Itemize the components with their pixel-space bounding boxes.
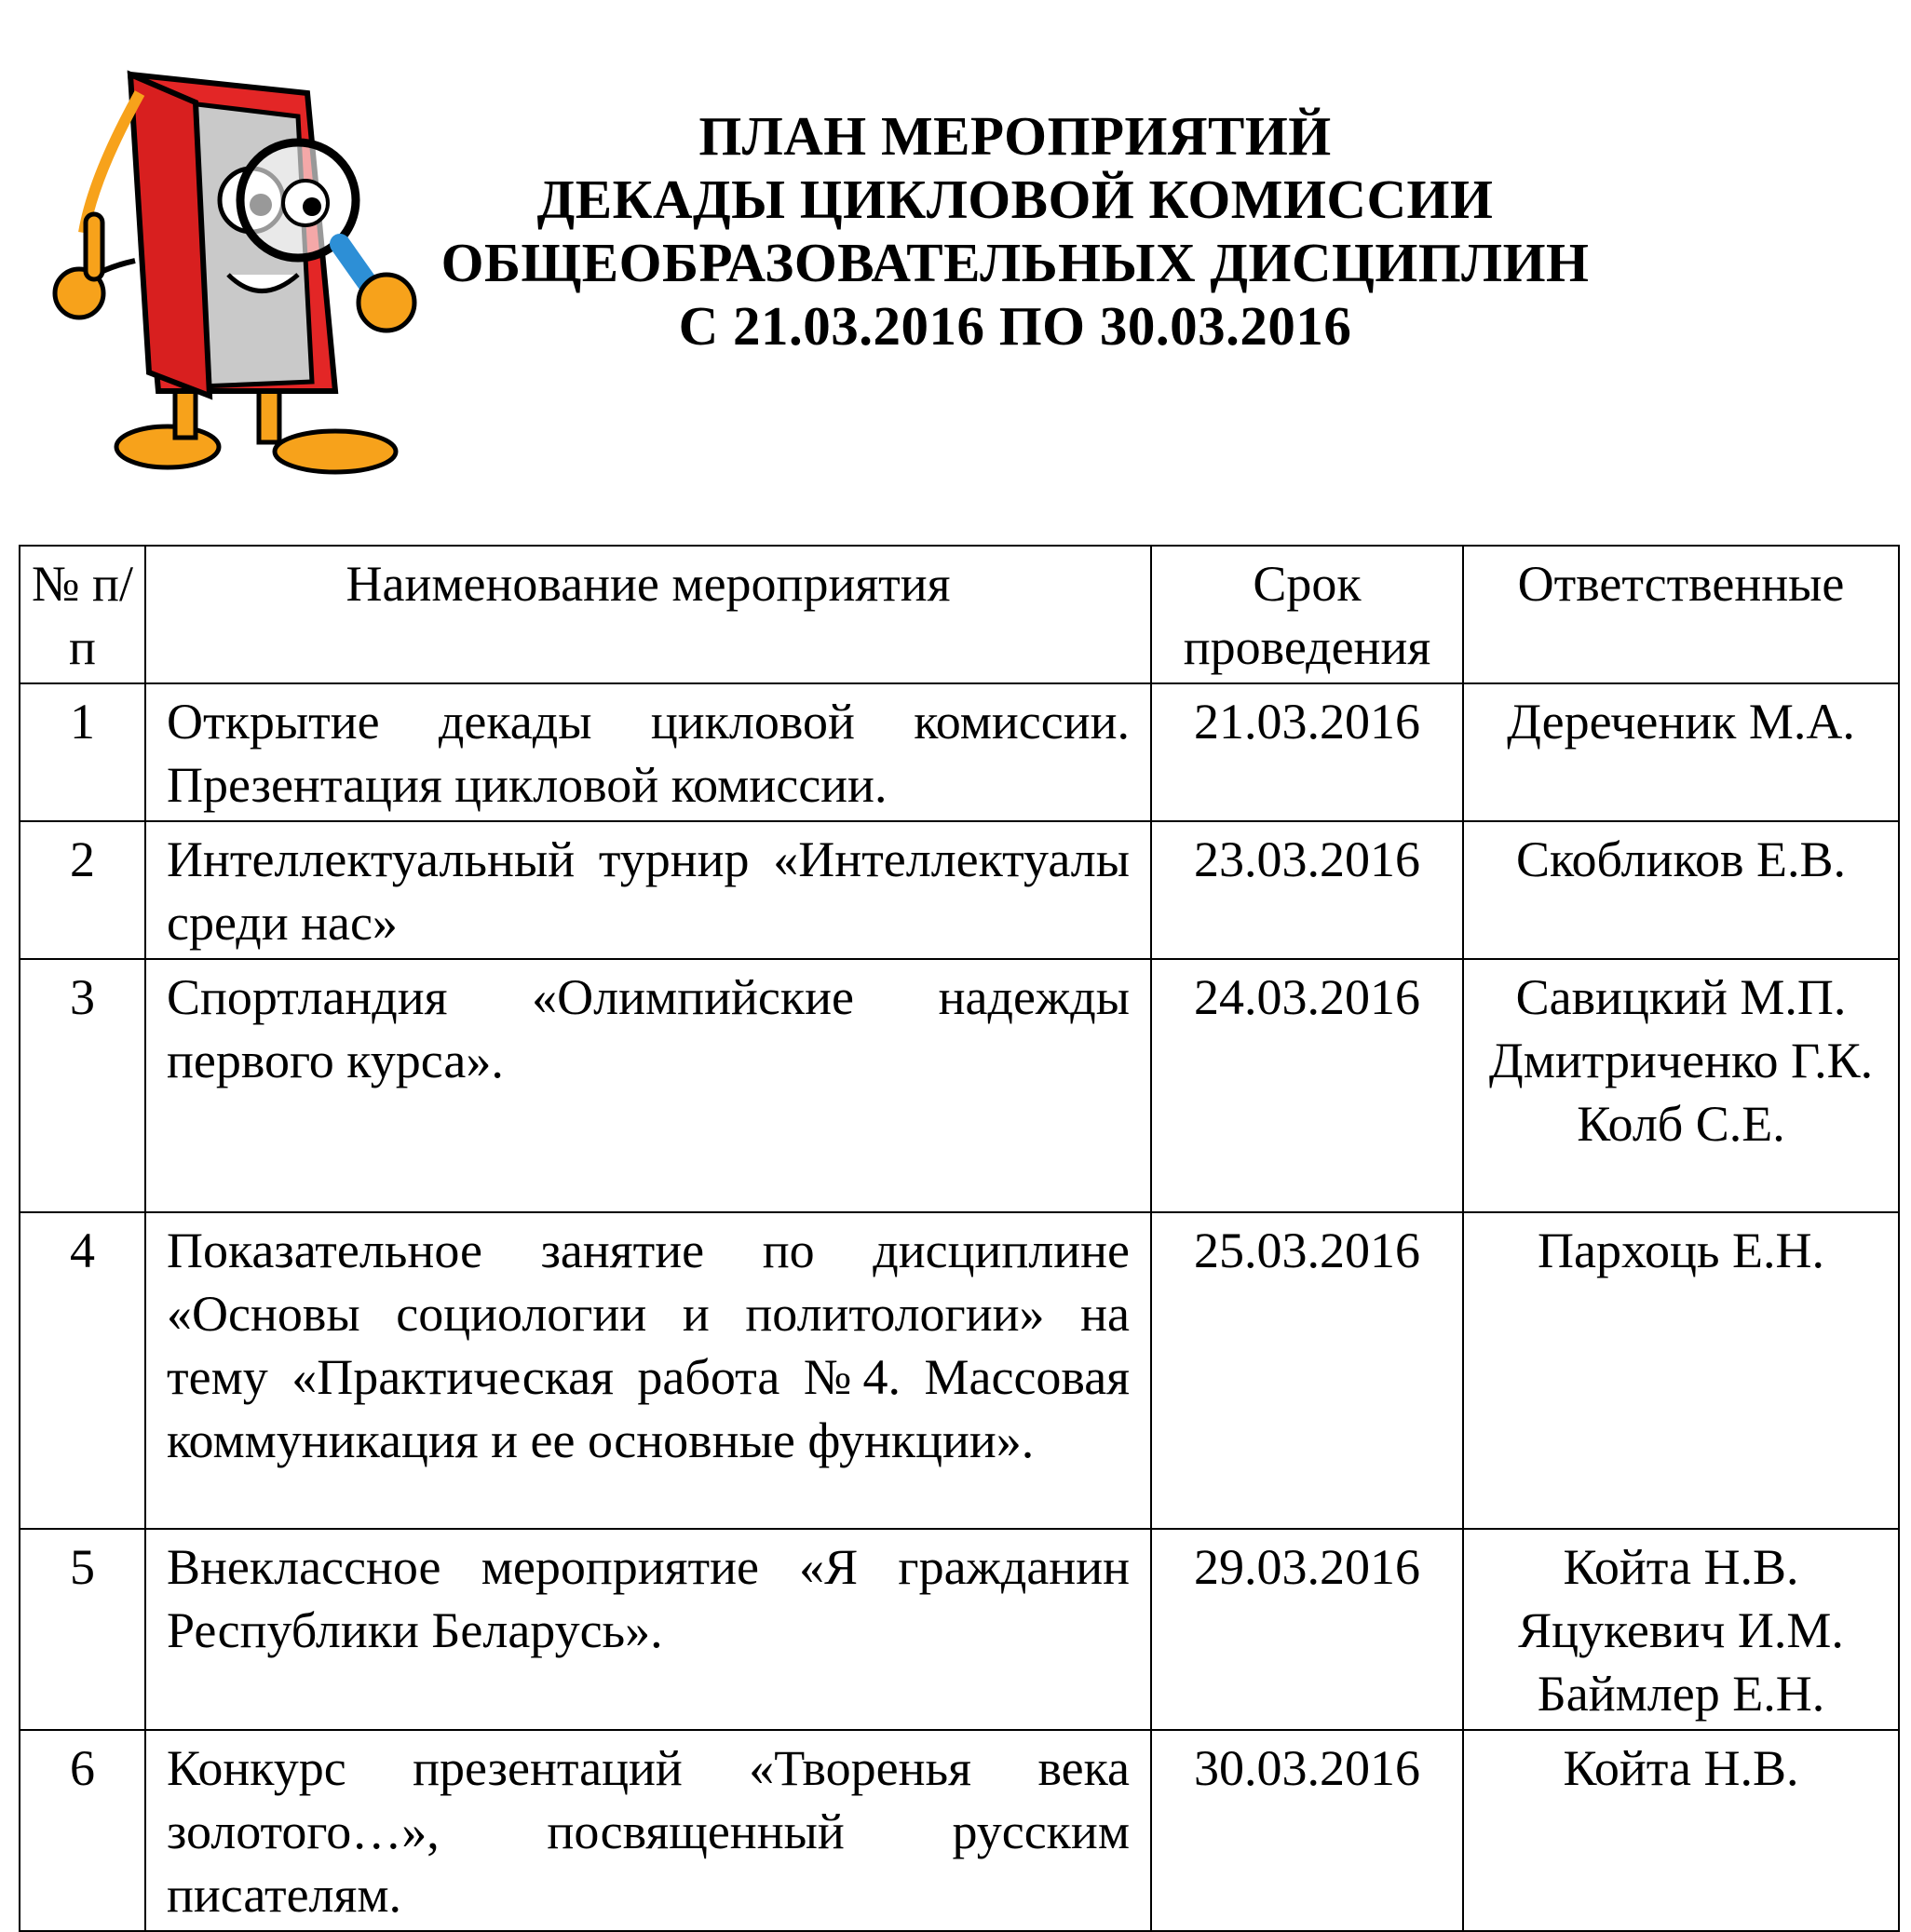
header-date: Срок проведения bbox=[1151, 546, 1463, 683]
row-num: 2 bbox=[20, 821, 145, 959]
row-responsible bbox=[1463, 1212, 1899, 1529]
title-line-3: ОБЩЕОБРАЗОВАТЕЛЬНЫХ ДИСЦИПЛИН bbox=[440, 232, 1590, 293]
row-responsible bbox=[1463, 959, 1899, 1212]
row-date: 29.03.2016 bbox=[1151, 1529, 1463, 1730]
title-line-4: С 21.03.2016 ПО 30.03.2016 bbox=[678, 295, 1352, 357]
table-row bbox=[20, 1212, 1899, 1529]
table-row bbox=[20, 683, 1899, 821]
title-line-1: ПЛАН МЕРОПРИЯТИЙ bbox=[698, 105, 1332, 167]
row-event-name: Конкурс презентаций «Творенья века золотого…», посвященный русским писателям. bbox=[145, 1730, 1151, 1931]
responsible-names: Койта Н.В. bbox=[1563, 1740, 1799, 1796]
header-name: Наименование мероприятия bbox=[145, 546, 1151, 683]
responsible-names: Савицкий М.П. Дмитриченко Г.К. Колб С.Е. bbox=[1488, 969, 1874, 1152]
header-responsible: Ответственные bbox=[1463, 546, 1899, 683]
table-header-row bbox=[20, 546, 1899, 683]
title-line-2: ДЕКАДЫ ЦИКЛОВОЙ КОМИССИИ bbox=[536, 169, 1494, 230]
responsible-names: Скобликов Е.В. bbox=[1516, 831, 1846, 887]
row-event-name: Внеклассное мероприятие «Я гражданин Республики Беларусь». bbox=[145, 1529, 1151, 1730]
table-row bbox=[20, 821, 1899, 959]
row-date: 30.03.2016 bbox=[1151, 1730, 1463, 1931]
row-date: 24.03.2016 bbox=[1151, 959, 1463, 1212]
table-row bbox=[20, 959, 1899, 1212]
responsible-names: Пархоць Е.Н. bbox=[1538, 1223, 1824, 1278]
row-date: 25.03.2016 bbox=[1151, 1212, 1463, 1529]
row-responsible bbox=[1463, 821, 1899, 959]
row-num: 3 bbox=[20, 959, 145, 1212]
row-num: 5 bbox=[20, 1529, 145, 1730]
table-row bbox=[20, 1529, 1899, 1730]
header-num: № п/п bbox=[20, 546, 145, 683]
events-plan-table bbox=[19, 545, 1900, 1932]
row-date: 21.03.2016 bbox=[1151, 683, 1463, 821]
book-mascot-with-magnifier-icon bbox=[28, 37, 419, 484]
responsible-names: Койта Н.В. Яцукевич И.М. Баймлер Е.Н. bbox=[1518, 1539, 1844, 1722]
row-date: 23.03.2016 bbox=[1151, 821, 1463, 959]
row-responsible bbox=[1463, 1529, 1899, 1730]
row-responsible bbox=[1463, 1730, 1899, 1931]
table-row bbox=[20, 1730, 1899, 1931]
row-event-name: Открытие декады цикловой комиссии. Презентация цикловой комиссии. bbox=[145, 683, 1151, 821]
row-num: 4 bbox=[20, 1212, 145, 1529]
row-responsible bbox=[1463, 683, 1899, 821]
responsible-names: Дереченик М.А. bbox=[1507, 694, 1855, 750]
row-event-name: Интеллектуальный турнир «Интеллектуалы среди нас» bbox=[145, 821, 1151, 959]
row-event-name: Показательное занятие по дисциплине «Основы социологии и политологии» на тему «Практическая работа №4. Массовая коммуникация и ее основные функции». bbox=[145, 1212, 1151, 1529]
row-num: 1 bbox=[20, 683, 145, 821]
document-title bbox=[410, 104, 1620, 358]
row-event-name: Спортландия «Олимпийские надежды первого курса». bbox=[145, 959, 1151, 1212]
row-num: 6 bbox=[20, 1730, 145, 1931]
